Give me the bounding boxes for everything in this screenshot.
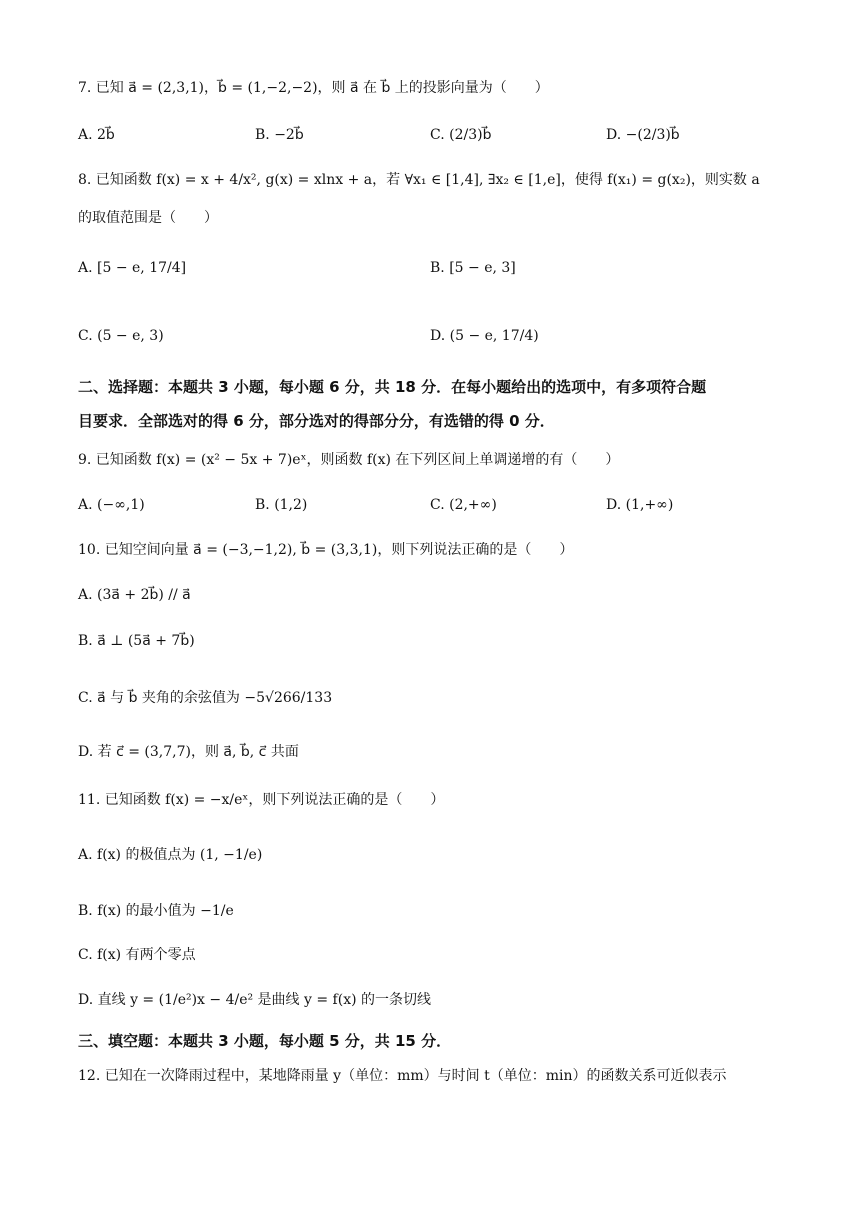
q9-option-c: C. (2,+∞): [430, 497, 497, 513]
q8-option-b: B. [5 − e, 3]: [430, 260, 516, 276]
q9-option-b: B. (1,2): [255, 497, 308, 513]
q9-stem: 9. 已知函数 f(x) = (x² − 5x + 7)eˣ，则函数 f(x) 在下列区间上单调递增的有（ ）: [78, 452, 620, 468]
q10-stem: 10. 已知空间向量 a⃗ = (−3,−1,2), b⃗ = (3,3,1)，则下列说法正确的是（ ）: [78, 542, 574, 558]
section-3-heading: 三、填空题：本题共 3 小题，每小题 5 分，共 15 分．: [78, 1032, 452, 1050]
q8-stem-continued: 的取值范围是（ ）: [78, 210, 218, 226]
q7-option-b: B. −2b⃗: [255, 127, 304, 143]
q8-stem: 8. 已知函数 f(x) = x + 4/x², g(x) = xlnx + a，若 ∀x₁ ∈ [1,4], ∃x₂ ∈ [1,e]，使得 f(x₁) = g(x₂)，则实数 a: [78, 172, 760, 188]
q10-option-a: A. (3a⃗ + 2b⃗) // a⃗: [78, 587, 191, 603]
q11-option-b: B. f(x) 的最小值为 −1/e: [78, 903, 234, 919]
q11-option-d: D. 直线 y = (1/e²)x − 4/e² 是曲线 y = f(x) 的一条切线: [78, 992, 432, 1008]
section-2-heading: 二、选择题：本题共 3 小题，每小题 6 分，共 18 分．在每小题给出的选项中，有多项符合题: [78, 378, 707, 396]
section-2-heading-continued: 目要求．全部选对的得 6 分，部分选对的得部分分，有选错的得 0 分．: [78, 412, 555, 430]
q7-option-d: D. −(2/3)b⃗: [606, 127, 680, 143]
q12-stem: 12. 已知在一次降雨过程中，某地降雨量 y（单位：mm）与时间 t（单位：min）的函数关系可近似表示: [78, 1068, 727, 1084]
q8-option-c: C. (5 − e, 3): [78, 328, 164, 344]
q11-option-c: C. f(x) 有两个零点: [78, 947, 196, 963]
q9-option-a: A. (−∞,1): [78, 497, 145, 513]
q8-option-d: D. (5 − e, 17/4): [430, 328, 539, 344]
q8-option-a: A. [5 − e, 17/4]: [78, 260, 187, 276]
q10-option-c: C. a⃗ 与 b⃗ 夹角的余弦值为 −5√266/133: [78, 690, 333, 706]
q7-stem: 7. 已知 a⃗ = (2,3,1)，b⃗ = (1,−2,−2)，则 a⃗ 在 b⃗ 上的投影向量为（ ）: [78, 80, 549, 96]
q11-stem: 11. 已知函数 f(x) = −x/eˣ，则下列说法正确的是（ ）: [78, 792, 445, 808]
q9-option-d: D. (1,+∞): [606, 497, 674, 513]
q11-option-a: A. f(x) 的极值点为 (1, −1/e): [78, 847, 263, 863]
q7-option-c: C. (2/3)b⃗: [430, 127, 492, 143]
q7-option-a: A. 2b⃗: [78, 127, 115, 143]
q10-option-d: D. 若 c⃗ = (3,7,7)，则 a⃗, b⃗, c⃗ 共面: [78, 744, 299, 760]
q10-option-b: B. a⃗ ⊥ (5a⃗ + 7b⃗): [78, 633, 195, 649]
